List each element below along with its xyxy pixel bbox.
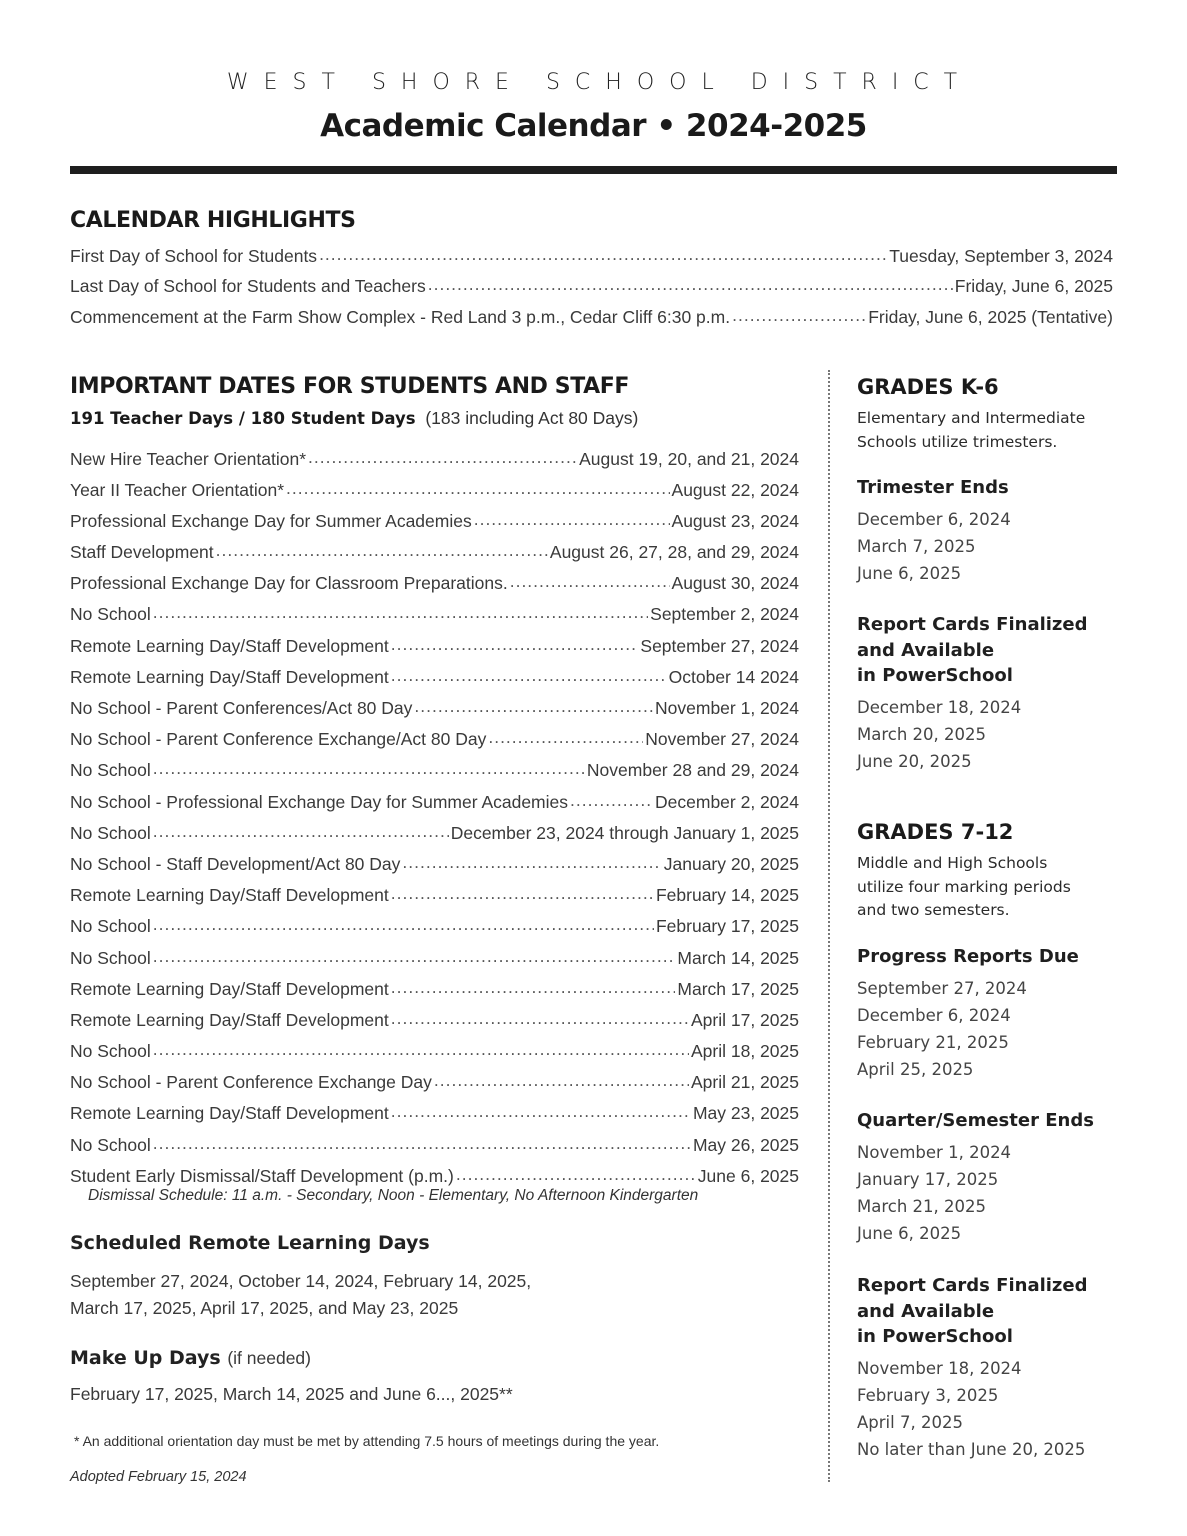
important-dates-title: IMPORTANT DATES FOR STUDENTS AND STAFF [70,374,630,399]
date-item: April 7, 2025 [857,1412,963,1432]
date-item: June 6, 2025 [857,1223,962,1243]
important-date-row [70,915,799,946]
row-label: Commencement at the Farm Show Complex - Red Land 3 p.m., Cedar Cliff 6:30 p.m. [70,306,731,327]
row-label: Remote Learning Day/Staff Development [70,635,389,656]
row-date: November 28 and 29, 2024 [586,760,799,781]
row-label: Remote Learning Day/Staff Development [70,978,389,999]
row-date: March 17, 2025 [677,978,799,999]
date-item: November 1, 2024 [857,1142,1012,1162]
adopted-date: Adopted February 15, 2024 [70,1469,247,1485]
dot-leader [391,1102,691,1120]
row-date: Friday, June 6, 2025 (Tentative) [868,306,1113,327]
row-label: No School [70,604,151,625]
column-divider [828,370,830,1482]
grades-712-description [857,852,1132,923]
date-item: September 27, 2024 [857,978,1027,998]
trimester-ends-section [857,475,1132,587]
row-date: June 6, 2025 [697,1165,799,1186]
highlight-row [70,305,1113,336]
row-label: No School - Parent Conferences/Act 80 Day [70,698,413,718]
date-item: January 17, 2025 [857,1169,999,1189]
important-date-row [70,946,799,977]
date-item: No later than June 20, 2025 [857,1439,1086,1459]
712-report-cards-dates [857,1355,1132,1463]
row-label: Professional Exchange Day for Classroom Preparations. [70,573,508,594]
row-label: Staff Development [70,542,214,563]
date-item: December 6, 2024 [857,509,1011,529]
remote-days-line: March 17, 2025, April 17, 2025, and May 23, 2025 [70,1298,459,1318]
row-date: April 17, 2025 [691,1009,799,1030]
document-title: Academic Calendar • 2024-2025 [320,108,867,144]
row-date: August 19, 20, and 21, 2024 [579,448,799,469]
important-date-row [70,977,799,1008]
grades-k6-description [857,407,1132,454]
row-label: Remote Learning Day/Staff Development [70,1103,389,1124]
important-date-row [70,790,799,821]
date-item: November 18, 2024 [857,1358,1022,1378]
row-label: No School [70,1134,151,1155]
dot-leader [434,1071,689,1089]
row-date: May 26, 2025 [692,1134,799,1155]
dismissal-note: Dismissal Schedule: 11 a.m. - Secondary, Noon - Elementary, No Afternoon Kindergarten [88,1187,699,1204]
important-date-row [70,821,799,852]
dot-leader [308,447,577,465]
description-line: Schools utilize trimesters. [857,432,1058,451]
orientation-footnote: * An additional orientation day must be met by attending 7.5 hours of meetings during the year. [74,1433,660,1449]
important-date-row [70,447,799,478]
row-date: August 30, 2024 [671,573,799,594]
important-date-row [70,541,799,572]
row-date: September 2, 2024 [650,604,799,625]
date-item: February 3, 2025 [857,1385,999,1405]
dot-leader [153,759,585,777]
description-line: and two semesters. [857,901,1010,919]
row-label: No School - Parent Conference Exchange/Act 80 Day [70,729,487,750]
dot-leader [391,665,667,683]
row-date: April 21, 2025 [691,1072,799,1093]
quarter-semester-dates [857,1139,1132,1247]
row-date: Friday, June 6, 2025 [954,276,1113,296]
description-line: Middle and High Schools [857,854,1048,872]
k6-report-cards-section [857,612,1132,775]
row-date: December 2, 2024 [655,791,799,812]
date-item: December 18, 2024 [857,697,1022,717]
row-label: No School [70,822,151,843]
date-item: March 21, 2025 [857,1196,987,1216]
dot-leader [153,603,648,621]
important-date-row [70,1133,799,1164]
remote-days-line: September 27, 2024, October 14, 2024, February 14, 2025, [70,1271,532,1291]
title-line: in PowerSchool [857,665,1013,686]
row-date: November 27, 2024 [645,729,799,750]
dot-leader [474,509,670,527]
dot-leader [391,1008,689,1026]
district-name: WEST SHORE SCHOOL DISTRICT [226,70,973,95]
important-date-row [70,1102,799,1133]
important-date-row [70,572,799,603]
dot-leader [153,946,676,964]
date-item: March 7, 2025 [857,536,976,556]
important-date-row [70,665,799,696]
title-line: and Available [857,1300,995,1322]
important-date-row [70,509,799,540]
trimester-ends-dates [857,506,1132,587]
row-label: No School - Professional Exchange Day for Summer Academies [70,791,569,812]
dot-leader [216,541,548,559]
important-date-row [70,634,799,665]
dot-leader [391,884,654,902]
row-label: Remote Learning Day/Staff Development [70,1009,389,1030]
quarter-semester-title: Quarter/Semester Ends [857,1110,1094,1131]
trimester-ends-title: Trimester Ends [857,477,1009,498]
dot-leader [488,728,643,746]
days-count: 191 Teacher Days / 180 Student Days [70,409,416,428]
dot-leader [153,1040,689,1058]
row-date: May 23, 2025 [692,1103,799,1124]
row-date: February 17, 2025 [655,916,799,937]
highlight-row [70,244,1113,275]
remote-days-text [70,1268,531,1322]
row-label: Year II Teacher Orientation* [70,479,285,500]
dot-leader [570,790,653,808]
dot-leader [732,305,866,323]
date-item: March 20, 2025 [857,724,987,744]
important-dates-list [70,447,799,1196]
dot-leader [402,852,661,870]
progress-reports-title: Progress Reports Due [857,946,1079,967]
row-label: Professional Exchange Day for Summer Academies [70,510,472,531]
title-line: and Available [857,639,995,661]
title-line: Report Cards Finalized [857,1275,1088,1296]
grades-k6-header [857,375,1132,454]
date-item: February 21, 2025 [857,1032,1009,1052]
highlights-list [70,244,1113,336]
important-date-row [70,852,799,883]
makeup-days-heading: Make Up Days [70,1347,221,1369]
days-count-note: (183 including Act 80 Days) [425,408,639,428]
row-date: August 23, 2024 [671,510,799,531]
important-date-row [70,759,799,790]
row-date: March 14, 2025 [677,947,799,968]
row-date: August 26, 27, 28, and 29, 2024 [549,542,799,563]
date-item: December 6, 2024 [857,1005,1011,1025]
makeup-days-text: February 17, 2025, March 14, 2025 and June 6..., 2025** [70,1384,513,1404]
row-date: August 22, 2024 [671,479,799,500]
title-line: in PowerSchool [857,1326,1013,1347]
dot-leader [391,634,639,652]
date-item: April 25, 2025 [857,1059,974,1079]
row-label: No School [70,760,151,781]
makeup-days-title [70,1347,311,1369]
important-date-row [70,1008,799,1039]
date-item: June 20, 2025 [857,751,972,771]
remote-days-title: Scheduled Remote Learning Days [70,1232,430,1254]
highlight-row [70,275,1113,306]
highlights-title: CALENDAR HIGHLIGHTS [70,208,356,233]
important-date-row [70,697,799,728]
row-label: New Hire Teacher Orientation* [70,448,307,469]
k6-report-cards-title [857,612,1132,689]
important-date-row [70,603,799,634]
days-count-line [70,408,638,429]
quarter-semester-section [857,1108,1132,1247]
grades-712-title: GRADES 7-12 [857,820,1014,844]
grades-712-header [857,820,1132,923]
row-date: January 20, 2025 [663,853,799,874]
date-item: June 6, 2025 [857,563,962,583]
makeup-days-note: (if needed) [227,1348,311,1368]
dot-leader [391,977,676,995]
progress-reports-dates [857,975,1132,1083]
important-date-row [70,884,799,915]
dot-leader [428,275,953,293]
row-date: April 18, 2025 [691,1041,799,1062]
row-label: No School [70,1041,151,1062]
title-line: Report Cards Finalized [857,614,1088,635]
dot-leader [153,821,449,839]
dot-leader [510,572,670,590]
row-label: Student Early Dismissal/Staff Development (p.m.) [70,1165,454,1186]
row-label: No School - Staff Development/Act 80 Day [70,853,401,874]
dot-leader [414,697,653,715]
row-date: December 23, 2024 through January 1, 2025 [450,822,799,843]
title-rule [70,166,1117,174]
progress-reports-section [857,944,1132,1083]
description-line: Elementary and Intermediate [857,409,1086,427]
important-date-row [70,728,799,759]
row-date: September 27, 2024 [640,635,799,656]
dot-leader [456,1164,696,1182]
row-label: Remote Learning Day/Staff Development [70,666,389,687]
row-label: First Day of School for Students [70,245,318,266]
712-report-cards-title [857,1273,1132,1350]
dot-leader [153,915,654,933]
row-label: Remote Learning Day/Staff Development [70,885,389,906]
712-report-cards-section [857,1273,1132,1463]
important-date-row [70,1040,799,1071]
row-date: October 14 2024 [668,666,799,687]
dot-leader [153,1133,691,1151]
row-label: No School [70,947,151,968]
row-label: No School - Parent Conference Exchange Day [70,1072,432,1093]
important-date-row [70,1071,799,1102]
dot-leader [319,244,887,262]
description-line: utilize four marking periods [857,877,1071,896]
row-label: No School [70,916,151,937]
grades-k6-title: GRADES K-6 [857,375,999,399]
row-date: November 1, 2024 [655,698,799,718]
row-date: Tuesday, September 3, 2024 [889,245,1113,266]
dot-leader [286,478,670,496]
row-label: Last Day of School for Students and Teachers [70,276,426,296]
k6-report-cards-dates [857,694,1132,775]
row-date: February 14, 2025 [655,885,799,906]
important-date-row [70,478,799,509]
